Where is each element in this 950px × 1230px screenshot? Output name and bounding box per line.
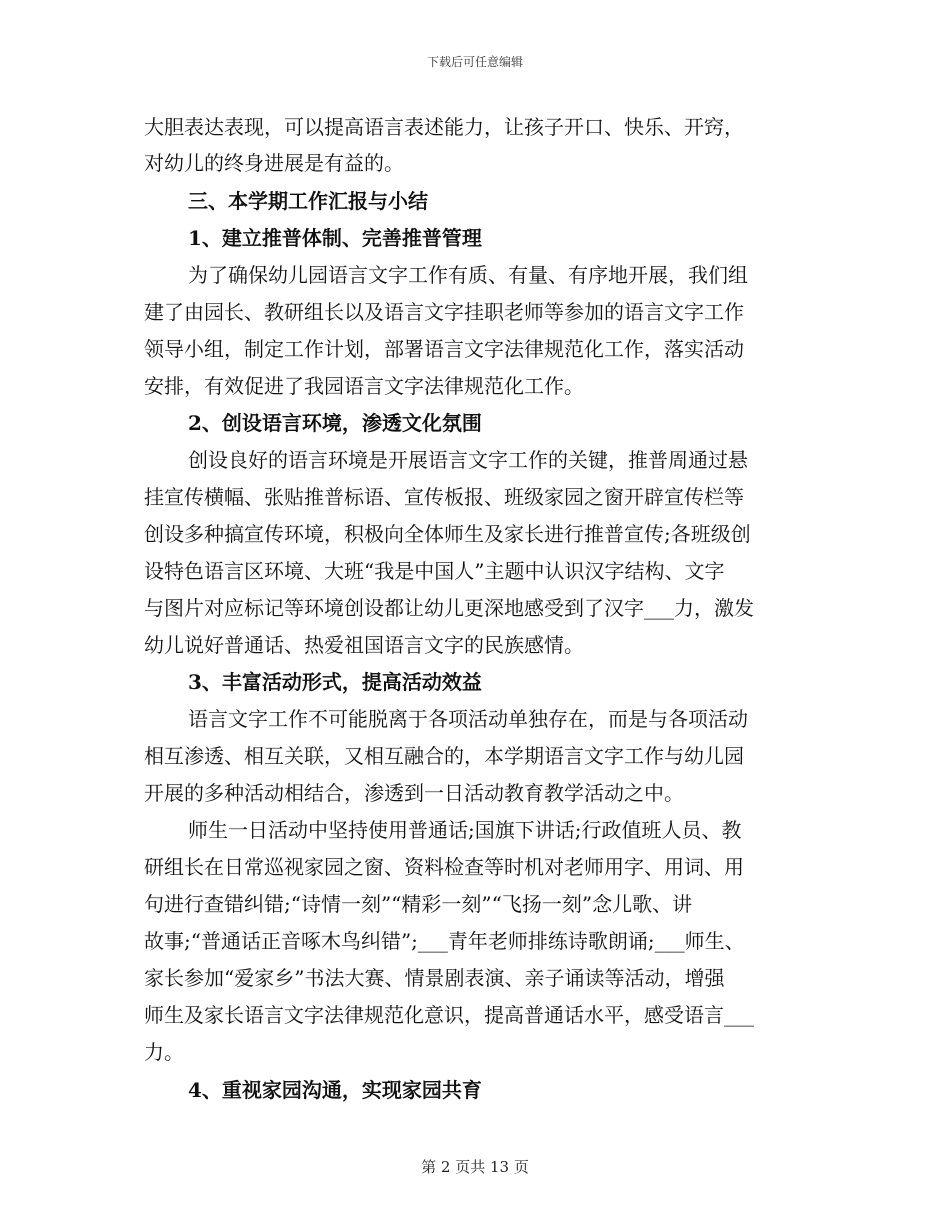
body-line: 设特色语言区环境、大班“我是中国人”主题中认识汉字结构、文字 xyxy=(144,559,725,583)
body-line: 安排，有效促进了我园语言文字法律规范化工作。 xyxy=(144,374,584,398)
page-number: 第 2 页共 13 页 xyxy=(421,1158,529,1176)
body-line: 研组长在日常巡视家园之窗、资料检查等时机对老师用字、用词、用 xyxy=(144,855,744,879)
subsection-heading: 4、重视家园沟通，实现家园共育 xyxy=(188,1078,482,1102)
body-line: 与图片对应标记等环境创设都让幼儿更深地感受到了汉字___力，激发 xyxy=(144,596,754,620)
body-line: 大胆表达表现，可以提高语言表述能力，让孩子开口、快乐、开窍， xyxy=(144,115,744,139)
subsection-heading: 3、丰富活动形式，提高活动效益 xyxy=(188,670,482,694)
body-line: 句进行查错纠错;“诗情一刻”“精彩一刻”“飞扬一刻”念儿歌、讲 xyxy=(144,892,693,916)
body-line: 幼儿说好普通话、热爱祖国语言文字的民族感情。 xyxy=(144,633,584,657)
body-line: 为了确保幼儿园语言文字工作有质、有量、有序地开展，我们组 xyxy=(188,263,748,287)
body-line: 领导小组，制定工作计划，部署语言文字法律规范化工作，落实活动 xyxy=(144,337,744,361)
body-line: 相互渗透、相互关联，又相互融合的，本学期语言文字工作与幼儿园 xyxy=(144,744,744,768)
body-line: 对幼儿的终身进展是有益的。 xyxy=(144,151,404,175)
body-line: 开展的多种活动相结合，渗透到一日活动教育教学活动之中。 xyxy=(144,781,684,805)
body-line: 师生一日活动中坚持使用普通话;国旗下讲话;行政值班人员、教 xyxy=(188,818,742,842)
body-line: 创设良好的语言环境是开展语言文字工作的关键，推普周通过悬 xyxy=(188,448,748,472)
page-header: 下载后可任意编辑 xyxy=(426,55,523,69)
subsection-heading: 1、建立推普体制、完善推普管理 xyxy=(188,226,482,250)
subsection-heading: 2、创设语言环境，渗透文化氛围 xyxy=(188,411,482,435)
body-line: 师生及家长语言文字法律规范化意识，提高普通话水平，感受语言___ xyxy=(144,1003,754,1027)
body-line: 力。 xyxy=(144,1040,184,1064)
body-line: 语言文字工作不可能脱离于各项活动单独存在，而是与各项活动 xyxy=(188,707,748,731)
body-line: 故事;“普通话正音啄木鸟纠错”;___青年老师排练诗歌朗诵;___师生、 xyxy=(144,929,745,953)
body-line: 创设多种搞宣传环境，积极向全体师生及家长进行推普宣传;各班级创 xyxy=(144,522,751,546)
section-heading: 三、本学期工作汇报与小结 xyxy=(188,189,428,213)
body-line: 建了由园长、教研组长以及语言文字挂职老师等参加的语言文字工作 xyxy=(144,300,744,324)
body-line: 挂宣传横幅、张贴推普标语、宣传板报、班级家园之窗开辟宣传栏等 xyxy=(144,485,744,509)
body-line: 家长参加“爱家乡”书法大赛、情景剧表演、亲子诵读等活动，增强 xyxy=(144,966,725,990)
